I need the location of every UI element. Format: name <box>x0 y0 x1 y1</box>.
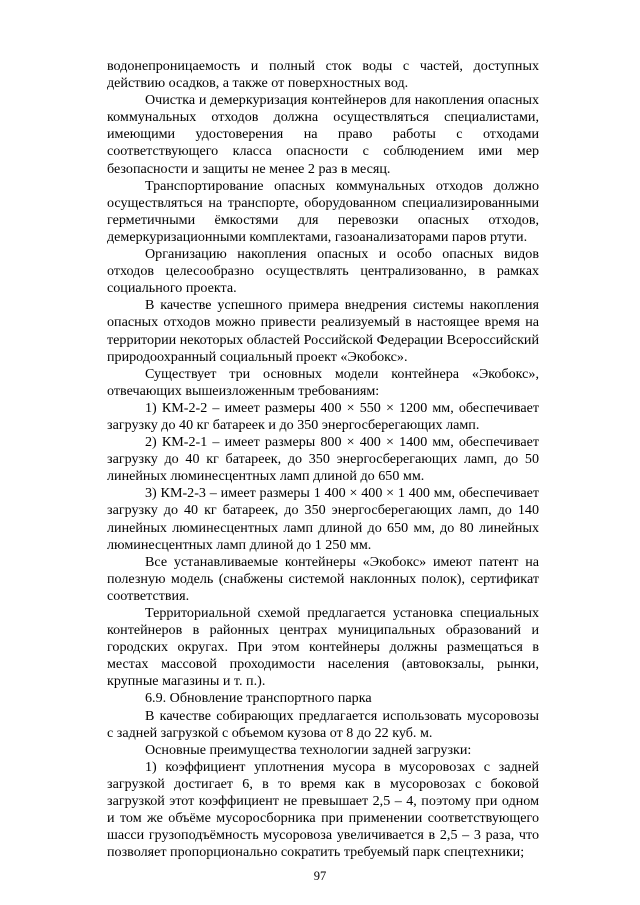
paragraph: В качестве успешного примера внедрения системы накопления опасных отходов можно привести реализуемый в настоящее время на территории некоторых областей Российской Федерации Всероссийский природоохранный социальный проект «Экобокс». <box>107 297 539 365</box>
paragraph: Территориальной схемой предлагается установка специальных контейнеров в районных центрах муниципальных образований и городских округах. При этом контейнеры должны размещаться в местах массовой проходимости населения (автовокзалы, рынки, крупные магазины и т. п.). <box>107 605 539 690</box>
paragraph: Основные преимущества технологии задней загрузки: <box>145 741 472 758</box>
page-body <box>107 58 539 861</box>
paragraph: водонепроницаемость и полный сток воды с частей, доступных действию осадков, а также от поверхностных вод. <box>107 58 539 92</box>
paragraph: Транспортирование опасных коммунальных отходов должно осуществляться на транспорте, оборудованном специализированными герметичными ёмкостями для перевозки опасных отходов, демеркуризационными комплектами, газоанализаторами паров ртути. <box>107 177 539 245</box>
paragraph: Все устанавливаемые контейнеры «Экобокс» имеют патент на полезную модель (снабжены системой наклонных полок), сертификат соответствия. <box>107 553 539 604</box>
list-item: 3) КМ-2-3 – имеет размеры 1 400 × 400 × 1 400 мм, обеспечивает загрузку до 40 кг батареек, до 350 энергосберегающих ламп, до 140 линейных люминесцентных ламп длиной до 650 мм, до 80 линейных люминесцентных ламп длиной до 1 250 мм. <box>107 485 539 553</box>
list-item: 2) КМ-2-1 – имеет размеры 800 × 400 × 1400 мм, обеспечивает загрузку до 40 кг батареек, до 350 энергосберегающих ламп, до 50 линейных люминесцентных ламп длиной до 650 мм. <box>107 434 539 485</box>
paragraph: В качестве собирающих предлагается использовать мусоровозы с задней загрузкой с объемом кузова от 8 до 22 куб. м. <box>107 707 539 741</box>
paragraph: Существует три основных модели контейнера «Экобокс», отвечающих вышеизложенным требованиям: <box>107 365 539 399</box>
page-number: 97 <box>313 869 327 883</box>
paragraph: Очистка и демеркуризация контейнеров для накопления опасных коммунальных отходов должна осуществляться специалистами, имеющими удостоверения на право работы с отходами соответствующего класса опасности с соблюдением ими мер безопасности и защиты не менее 2 раз в месяц. <box>107 92 539 177</box>
paragraph: Организацию накопления опасных и особо опасных видов отходов целесообразно осуществлять централизованно, в рамках социального проекта. <box>107 246 539 297</box>
list-item: 1) КМ-2-2 – имеет размеры 400 × 550 × 1200 мм, обеспечивает загрузку до 40 кг батареек и до 350 энергосберегающих ламп. <box>107 399 539 433</box>
section-heading: 6.9. Обновление транспортного парка <box>145 690 372 707</box>
list-item: 1) коэффициент уплотнения мусора в мусоровозах с задней загрузкой достигает 6, в то время как в мусоровозах с боковой загрузкой этот коэффициент не превышает 2,5 – 4, поэтому при одном и том же объёме мусоросборника при применении соответствующего шасси грузоподъёмность мусоровоза увеличивается в 2,5 – 3 раза, что позволяет пропорционально сократить требуемый парк спецтехники; <box>107 758 539 861</box>
